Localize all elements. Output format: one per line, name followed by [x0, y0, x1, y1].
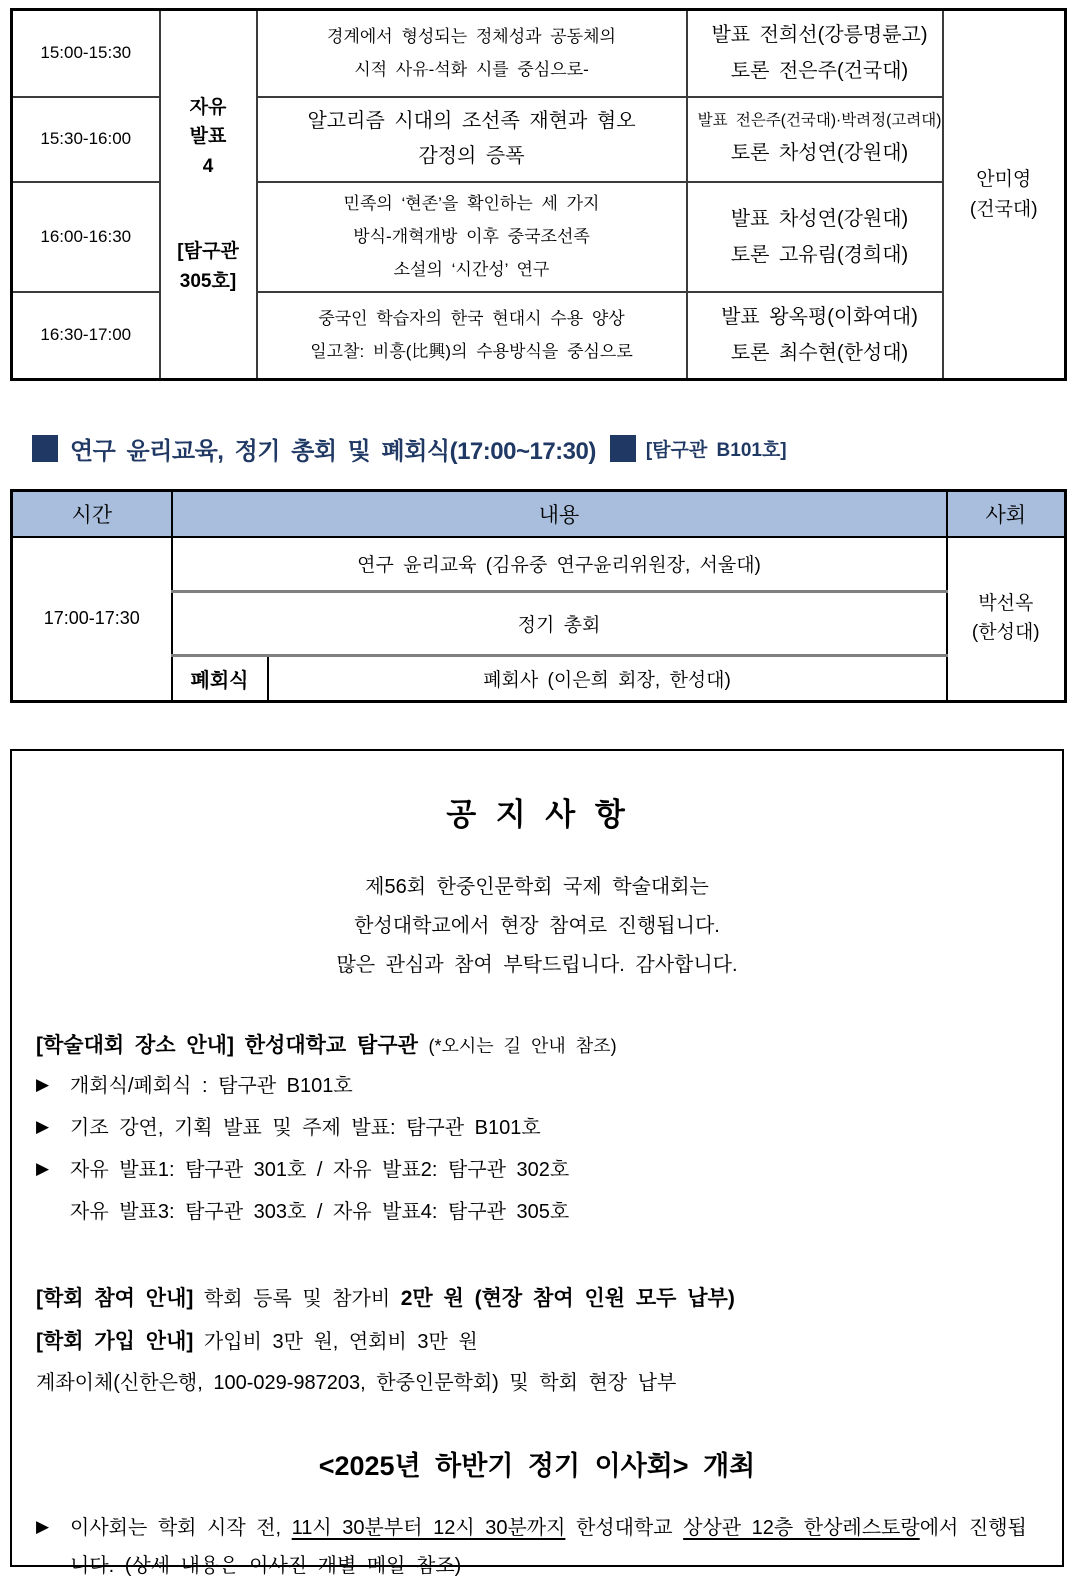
session-room: [탐구관 305호] [177, 241, 239, 292]
presenter-discussant [687, 292, 943, 380]
chair-cell [943, 10, 1066, 380]
presenter: 발표 왕옥평(이화여대) [721, 306, 918, 329]
navy-square-icon [610, 435, 636, 462]
closing-session-table [10, 489, 1067, 703]
fees-section [36, 1277, 1038, 1404]
participation-fee-line: [학회 참여 안내] 학회 등록 및 참가비 2만 원 (현장 참여 인원 모두 납부) [36, 1287, 735, 1310]
time-slot: 16:30-17:00 [12, 292, 160, 380]
closing-content: 폐회사 (이은희 회장, 한성대) [268, 656, 947, 702]
presentation-title: 알고리즘 시대의 조선족 재현과 혐오 감정의 증폭 [257, 97, 687, 182]
presenter-discussant [687, 182, 943, 292]
board-meeting-title: <2025년 하반기 정기 이사회> 개최 [318, 1451, 756, 1482]
underlined-time-range: 11시 30분부터 12시 30분까지 [291, 1517, 566, 1540]
ethics-row: 연구 윤리교육 (김유중 연구윤리위원장, 서울대) [172, 537, 947, 592]
session-name: 자유 발표 4 [189, 96, 227, 177]
assembly-row: 정기 총회 [172, 592, 947, 656]
column-header-content: 내용 [172, 491, 947, 537]
session-cell [160, 10, 257, 380]
presenter: 발표 전은주(건국대)·박려정(고려대) [697, 112, 942, 130]
spacer [161, 181, 256, 237]
board-meeting-detail: ▶ 이사회는 학회 시작 전, 11시 30분부터 12시 30분까지 한성대학교 상상관 12층 한상레스토랑에서 진행됩니다. (상세 내용은 이사진 개별 메일 참조) [36, 1509, 1038, 1585]
mc-name: 박선옥 [978, 593, 1034, 615]
presenter-discussant [687, 97, 943, 182]
section-title: 연구 윤리교육, 정기 총회 및 폐회식(17:00~17:30) [70, 437, 596, 465]
presentation-title: 민족의 ‘현존’을 확인하는 세 가지 방식-개혁개방 이후 중국조선족 소설의 ‘시간성’ 연구 [257, 182, 687, 292]
venue-item: ▶ 자유 발표1: 탐구관 301호 / 자유 발표2: 탐구관 302호 [36, 1149, 1038, 1191]
table-row [12, 10, 1066, 97]
presenter: 발표 전희선(강릉명륜고) [711, 24, 928, 47]
discussant: 토론 최수현(한성대) [730, 342, 909, 365]
free-presentation-4-table [10, 8, 1067, 381]
presentation-title: 중국인 학습자의 한국 현대시 수용 양상 일고찰: 비흥(比興)의 수용방식을 중심으로 [257, 292, 687, 380]
chair-name: 안미영 [976, 169, 1032, 191]
navy-square-icon [32, 435, 58, 462]
presenter: 발표 차성연(강원대) [730, 207, 909, 230]
discussant: 토론 차성연(강원대) [730, 141, 909, 164]
time-slot: 15:30-16:00 [12, 97, 160, 182]
underlined-location: 상상관 12층 한상레스토랑 [683, 1517, 920, 1540]
membership-fee-line: [학회 가입 안내] 가입비 3만 원, 연회비 3만 원 [36, 1330, 478, 1354]
venue-heading-note: (*오시는 길 안내 참조) [428, 1036, 617, 1056]
table-row [12, 537, 1066, 592]
time-slot: 15:00-15:30 [12, 10, 160, 97]
time-slot: 16:00-16:30 [12, 182, 160, 292]
table-header-row [12, 491, 1066, 537]
mc-affiliation: (한성대) [971, 621, 1040, 643]
venue-heading-bold: [학술대회 장소 안내] 한성대학교 탐구관 [36, 1034, 418, 1057]
notice-box [10, 749, 1064, 1578]
triangle-bullet-icon: ▶ [36, 1159, 50, 1178]
notice-intro: 제56회 한중인문학회 국제 학술대회는 한성대학교에서 현장 참여로 진행됩니다. 많은 관심과 참여 부탁드립니다. 감사합니다. [336, 876, 738, 976]
venue-heading [36, 1029, 1038, 1059]
time-slot: 17:00-17:30 [12, 537, 172, 702]
venue-item: ▶ 개회식/폐회식 : 탐구관 B101호 [36, 1065, 1038, 1107]
bank-account-line: 계좌이체(신한은행, 100-029-987203, 한중인문학회) 및 학회 현장 납부 [36, 1372, 677, 1395]
presentation-title: 경계에서 형성되는 정체성과 공동체의 시적 사유-석화 시를 중심으로- [257, 10, 687, 97]
venue-item: ▶ 기조 강연, 기획 발표 및 주제 발표: 탐구관 B101호 [36, 1107, 1038, 1149]
mc-cell [947, 537, 1066, 702]
venue-item-continuation: 자유 발표3: 탐구관 303호 / 자유 발표4: 탐구관 305호 [70, 1201, 570, 1223]
notice-title: 공 지 사 항 [446, 797, 628, 832]
section-heading [32, 425, 1064, 471]
chair-affiliation: (건국대) [969, 198, 1038, 220]
column-header-mc: 사회 [947, 491, 1066, 537]
triangle-bullet-icon: ▶ [36, 1117, 50, 1136]
section-room: [탐구관 B101호] [645, 439, 787, 461]
triangle-bullet-icon: ▶ [36, 1075, 50, 1094]
column-header-time: 시간 [12, 491, 172, 537]
discussant: 토론 전은주(건국대) [730, 60, 909, 83]
closing-label: 폐회식 [172, 656, 268, 702]
presenter-discussant [687, 10, 943, 97]
triangle-bullet-icon: ▶ [36, 1517, 50, 1537]
discussant: 토론 고유림(경희대) [730, 243, 909, 266]
